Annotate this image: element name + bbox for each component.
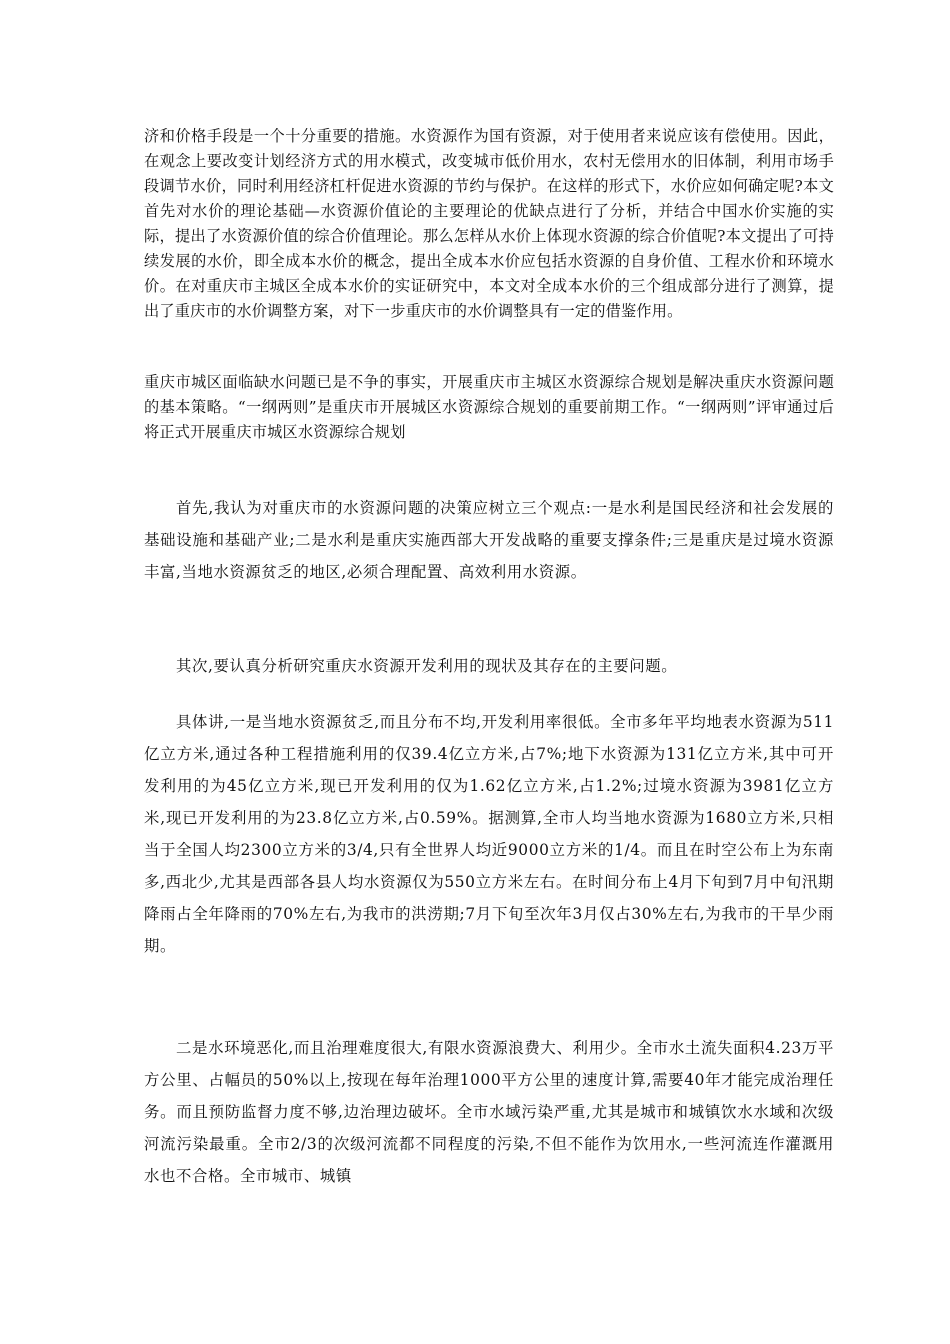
body-paragraph-analysis: 其次,要认真分析研究重庆水资源开发利用的现状及其存在的主要问题。 — [176, 657, 678, 675]
body-paragraph-viewpoints: 首先,我认为对重庆市的水资源问题的决策应树立三个观点:一是水利是国民经济和社会发展的基础设施和基础产业;二是水利是重庆实施西部大开发战略的重要支撑条件;三是重庆是过境水资源丰富,当地水资源贫乏的地区,必须合理配置、高效利用水资源。 — [144, 499, 834, 581]
body-paragraph-water-environment: 二是水环境恶化,而且治理难度很大,有限水资源浪费大、利用少。全市水土流失面积4.23万平方公里、占幅员的50%以上,按现在每年治理1000平方公里的速度计算,需要40年才能完成治理任务。而且预防监督力度不够,边治理边破坏。全市水域污染严重,尤其是城市和城镇饮水水域和次级河流污染最重。全市2/3的次级河流都不同程度的污染,不但不能作为饮用水,一些河流连作灌溉用水也不合格。全市城市、城镇 — [144, 1039, 834, 1185]
summary-paragraph: 重庆市城区面临缺水问题已是不争的事实，开展重庆市主城区水资源综合规划是解决重庆水资源问题的基本策略。“一纲两则”是重庆市开展城区水资源综合规划的重要前期工作。“一纲两则”评审通过后将正式开展重庆市城区水资源综合规划 — [144, 373, 834, 441]
body-paragraph-water-shortage: 具体讲,一是当地水资源贫乏,而且分布不均,开发利用率很低。全市多年平均地表水资源为511亿立方米,通过各种工程措施利用的仅39.4亿立方米,占7%;地下水资源为131亿立方米,其中可开发利用的为45亿立方米,现已开发利用的仅为1.62亿立方米,占1.2%;过境水资源为3981亿立方米,现已开发利用的为23.8亿立方米,占0.59%。据测算,全市人均当地水资源为1680立方米,只相当于全国人均2300立方米的3/4,只有全世界人均近9000立方米的1/4。而且在时空公布上为东南多,西北少,尤其是西部各县人均水资源仅为550立方米左右。在时间分布上4月下旬到7月中旬汛期降雨占全年降雨的70%左右,为我市的洪涝期;7月下旬至次年3月仅占30%左右,为我市的干旱少雨期。 — [144, 713, 834, 955]
intro-paragraph: 济和价格手段是一个十分重要的措施。水资源作为国有资源，对于使用者来说应该有偿使用。因此，在观念上要改变计划经济方式的用水模式，改变城市低价用水，农村无偿用水的旧体制，利用市场手段调节水价，同时利用经济杠杆促进水资源的节约与保护。在这样的形式下，水价应如何确定呢?本文首先对水价的理论基础—水资源价值论的主要理论的优缺点进行了分析，并结合中国水价实施的实际，提出了水资源价值的综合价值理论。那么怎样从水价上体现水资源的综合价值呢?本文提出了可持续发展的水价，即全成本水价的概念，提出全成本水价应包括水资源的自身价值、工程水价和环境水价。在对重庆市主城区全成本水价的实证研究中，本文对全成本水价的三个组成部分进行了测算，提出了重庆市的水价调整方案，对下一步重庆市的水价调整具有一定的借鉴作用。 — [144, 127, 834, 320]
